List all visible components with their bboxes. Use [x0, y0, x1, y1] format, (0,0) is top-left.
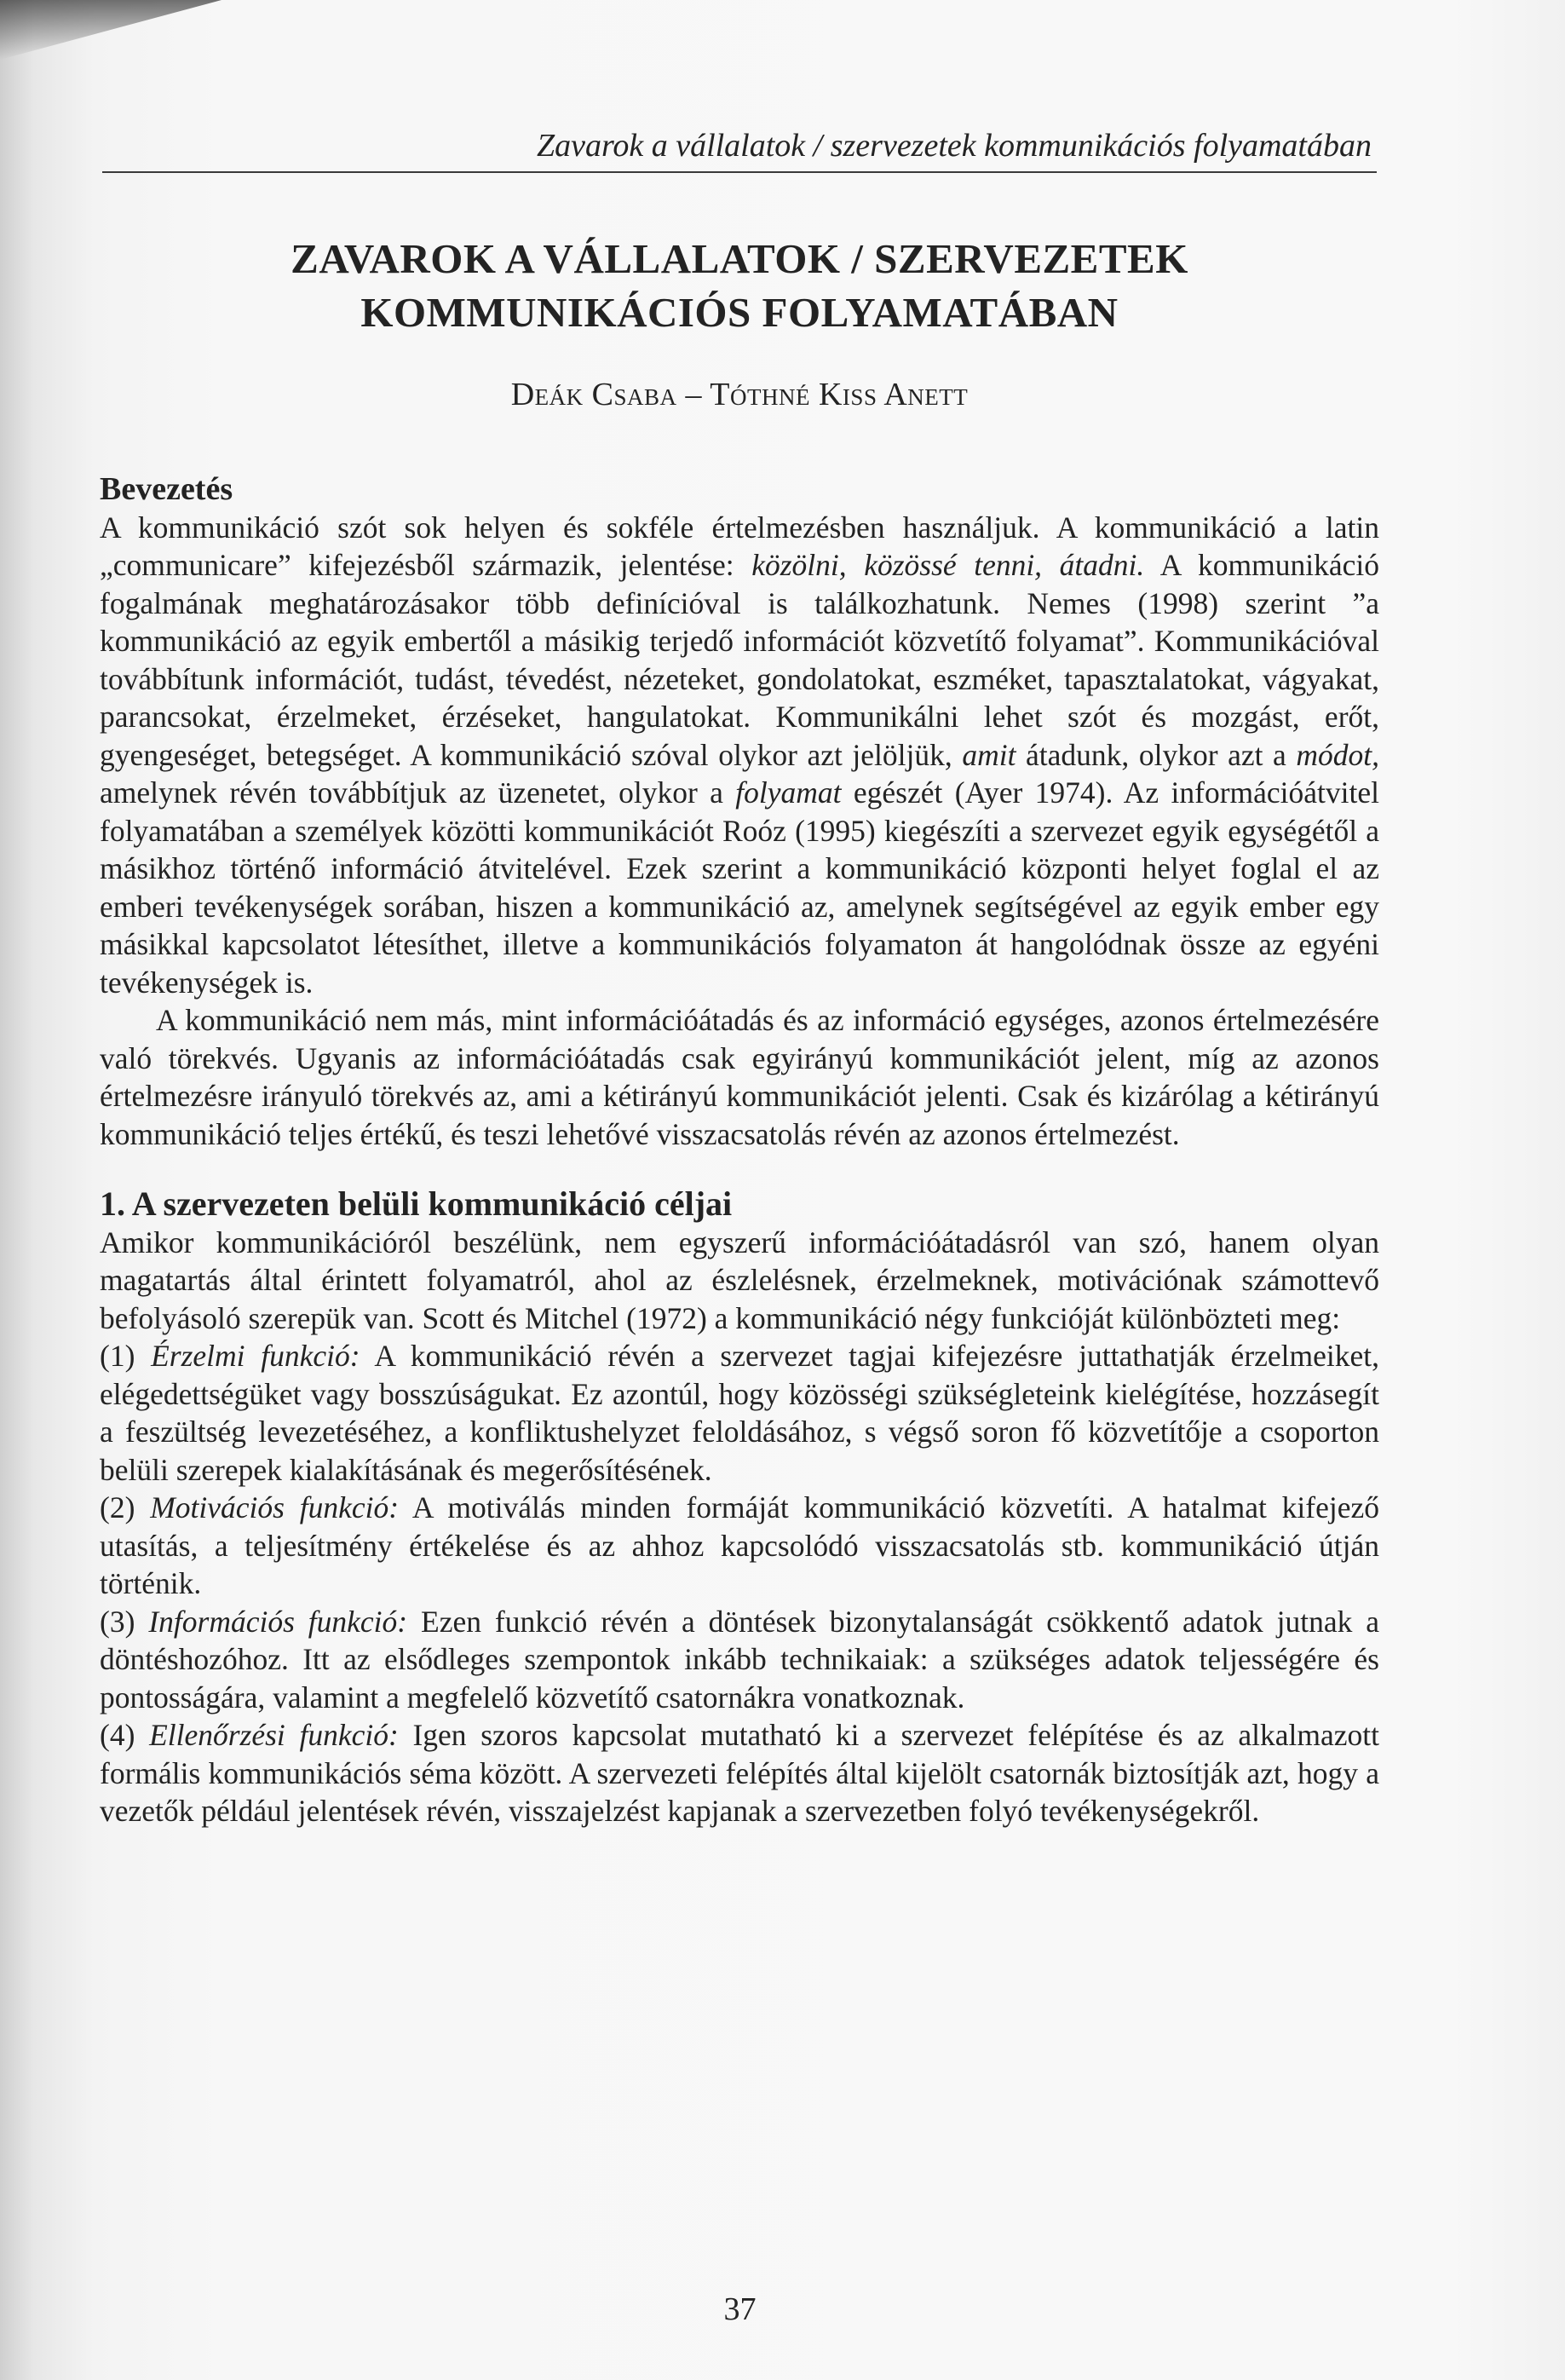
function-2-name: Motivációs funkció: — [150, 1490, 400, 1524]
intro-p1-italic-f: módot, — [1296, 737, 1379, 772]
function-3-name: Információs funkció: — [148, 1604, 408, 1639]
function-1-item — [100, 1337, 1379, 1489]
article-title — [102, 232, 1377, 339]
header-rule — [102, 171, 1377, 173]
scan-corner-shadow — [0, 0, 222, 60]
function-4-name: Ellenőrzési funkció: — [149, 1718, 399, 1752]
function-1-name: Érzelmi funkció: — [151, 1339, 360, 1373]
intro-p1-text-i: egészét (Ayer 1974). Az információátvitel folyamatában a személyek közötti kommunikációt Roóz (1995) kiegészíti a szervezet egyik egységétől a másikhoz történő információ átvitelével. Ezek szerint a kommunikáció központi helyet foglal el az emberi tevékenységek sorában, hiszen a kommunikáció az, amelynek segítségével az egyik ember egy másikkal kapcsolatot létesíthet, illetve a kommunikációs folyamaton át hangolódnak össze az egyéni tevékenységek is. — [100, 775, 1380, 1000]
intro-p1-text-e: átadunk, olykor azt a — [1016, 737, 1297, 772]
function-1-number: (1) — [100, 1339, 152, 1373]
article-authors: Deák Csaba – Tóthné Kiss Anett — [510, 377, 969, 412]
intro-paragraph-1 — [100, 509, 1379, 1002]
function-2-text: A motiválás minden formáját kommunikáció közvetíti. A hatalmat kifejező utasítás, a teljesítmény értékelése és az ahhoz kapcsolódó visszacsatolás stb. kommunikáció útján történik. — [100, 1490, 1380, 1600]
intro-heading: Bevezetés — [100, 471, 233, 507]
intro-p1-italic-d: amit — [962, 737, 1016, 772]
intro-p1-text-c: A kommunikáció fogalmának meghatározásakor több definícióval is találkozhatunk. Nemes (1998) szerint ”a kommunikáció az egyik embertől a másikig terjedő információt közvetítő folyamat”. Kommunikációval továbbítunk információt, tudást, tévedést, nézeteket, gondolatokat, eszméket, tapasztalatokat, vágyakat, parancsokat, érzelmeket, érzéseket, hangulatokat. Kommunikálni lehet szót és mozgást, erőt, gyengeséget, betegséget. A kommunikáció szóval olykor azt jelöljük, — [100, 548, 1380, 772]
intro-p1-italic-h: folyamat — [735, 775, 842, 810]
intro-p1-text-g: amelynek révén továbbítjuk az üzenetet, olykor a — [100, 775, 736, 810]
function-3-number: (3) — [100, 1604, 149, 1639]
page-number: 37 — [723, 2291, 757, 2327]
intro-p1-italic-b: közölni, közössé tenni, átadni. — [751, 548, 1145, 582]
intro-p1-text-a: A kommunikáció szót sok helyen és sokféle értelmezésben használjuk. A kommunikáció a latin „communicare” kifejezésből származik, jelentése: — [100, 510, 1379, 582]
article-body — [100, 470, 1379, 1830]
function-1-text: A kommunikáció révén a szervezet tagjai kifejezésre juttathatják érzelmeiket, elégedettségüket vagy bosszúságukat. Ez azontúl, hogy közösségi szükségleteink kielégítése, hozzásegít a feszültség levezetéséhez, a konfliktushelyzet feloldásához, s végső soron fő közvetítője a csoporton belüli szerepek kialakításának és megerősítésének. — [100, 1339, 1379, 1487]
function-4-number: (4) — [100, 1718, 150, 1752]
function-4-item — [100, 1716, 1379, 1830]
function-4-text: Igen szoros kapcsolat mutatható ki a szervezet felépítése és az alkalmazott formális kommunikációs séma között. A szervezeti felépítés által kijelölt csatornák biztosítják azt, hogy a vezetők például jelentések révén, visszajelzést kapjanak a szervezetben folyó tevékenységekről. — [100, 1718, 1379, 1828]
function-2-item — [100, 1489, 1379, 1603]
section-1-paragraph-1: Amikor kommunikációról beszélünk, nem egyszerű információátadásról van szó, hanem olyan magatartás által érintett folyamatról, ahol az észlelésnek, érzelmeknek, motivációnak számottevő befolyásoló szerepük van. Scott és Mitchel (1972) a kommunikáció négy funkcióját különbözteti meg: — [100, 1225, 1379, 1335]
function-3-text: Ezen funkció révén a döntések bizonytalanságát csökkentő adatok jutnak a döntéshozóhoz. Itt az elsődleges szempontok inkább technikaiak: a szükséges adatok teljességére és pontosságára, valamint a megfelelő közvetítő csatornákra vonatkoznak. — [100, 1604, 1379, 1714]
intro-paragraph-2: A kommunikáció nem más, mint információátadás és az információ egységes, azonos értelmezésére való törekvés. Ugyanis az információátadás csak egyirányú kommunikációt jelent, míg az azonos értelmezésre irányuló törekvés az, ami a kétirányú kommunikációt jelenti. Csak és kizárólag a kétirányú kommunikáció teljes értékű, és teszi lehetővé visszacsatolás révén az azonos értelmezést. — [100, 1003, 1379, 1151]
function-3-item — [100, 1603, 1379, 1717]
running-head: Zavarok a vállalatok / szervezetek kommunikációs folyamatában — [536, 128, 1372, 164]
title-line-2: KOMMUNIKÁCIÓS FOLYAMATÁBAN — [360, 289, 1119, 336]
function-2-number: (2) — [100, 1490, 151, 1524]
title-line-1: ZAVAROK A VÁLLALATOK / SZERVEZETEK — [291, 235, 1188, 282]
section-1-heading: 1. A szervezeten belüli kommunikáció céljai — [100, 1184, 733, 1223]
